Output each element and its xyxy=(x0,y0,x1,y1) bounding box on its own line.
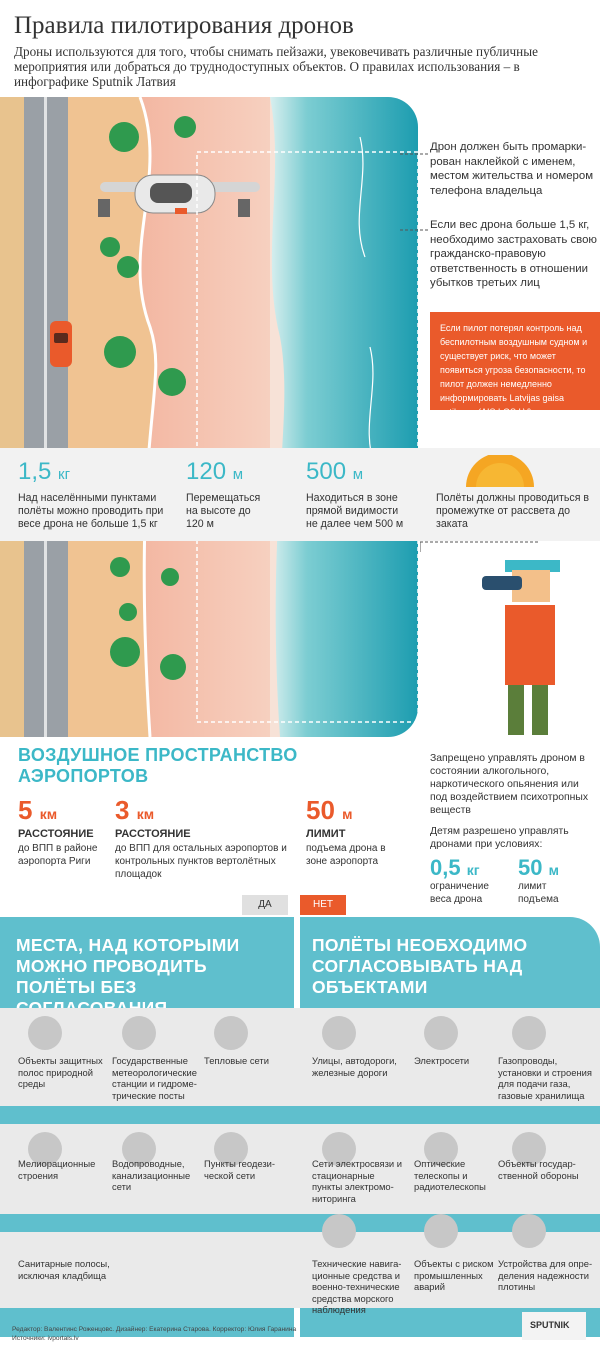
airport-other-value: 3 км xyxy=(115,795,155,825)
airport-other-caption: РАССТОЯНИЕ xyxy=(115,828,191,840)
airport-riga-value: 5 км xyxy=(18,795,58,825)
stat-height-value: 120 м xyxy=(186,458,244,485)
airport-riga-caption: РАССТОЯНИЕ xyxy=(18,828,94,840)
flag-no: НЕТ xyxy=(300,895,346,915)
kid-height-desc: лимит подъема xyxy=(518,881,559,905)
allowed-item-2: Государственные метеорологические станции и гидроме-трические посты xyxy=(112,1055,197,1101)
note-lost-control: Если пилот потерял контроль над беспилотным воздушным судном и существует риск, что может появиться угроза безопасности, то пилот должен немедленно информировать Latvijas gaisa satiksme (AIS.LGS.LV) xyxy=(430,312,600,410)
restricted-item-9: Устройства для опре-деления надежности плотины xyxy=(498,1258,593,1292)
power-line-icon xyxy=(424,1016,458,1050)
allowed-item-1: Объекты защитных полос природной среды xyxy=(18,1055,103,1089)
grid-gap-1 xyxy=(0,1106,600,1124)
flag-yes: ДА xyxy=(242,895,288,915)
airport-other-desc: до ВПП для остальных аэропортов и контрольных пунктов вертолётных площадок xyxy=(115,843,287,880)
airport-limit-value: 50 м xyxy=(306,795,353,825)
page-title: Правила пилотирования дронов xyxy=(14,12,354,39)
allowed-title: МЕСТА, НАД КОТОРЫМИ МОЖНО ПРОВОДИТЬ ПОЛЁТЫ БЕЗ xyxy=(16,935,240,997)
kid-weight-desc: ограничение веса дрона xyxy=(430,881,489,905)
airport-limit-desc: подъема дрона в зоне аэропорта xyxy=(306,843,386,867)
stat-height-desc: Перемещаться на высоте до 120 м xyxy=(186,492,261,530)
ship-icon xyxy=(322,1214,356,1248)
restricted-item-3: Газопроводы, установки и строения для подачи газа, газовые хранилища xyxy=(498,1055,592,1101)
airports-title: ВОЗДУШНОЕ ПРОСТРАНСТВО АЭРОПОРТОВ xyxy=(18,745,298,786)
stat-weight-desc: Над населёнными пунктами полёты можно проводить при весе дрона не больше 1,5 кг xyxy=(18,492,164,530)
footer-credits-line: Редактор: Валентинс Роженцовс. Дизайнер: Екатерина Старова. Корректор: Юлия Гаранина xyxy=(12,1326,297,1333)
restricted-item-4: Сети электросвязи и стационарные пункты электромо-ниторинга xyxy=(312,1158,403,1204)
pilot-icon xyxy=(420,540,595,740)
footer-credits xyxy=(12,1326,492,1343)
restricted-item-7: Технические навига-ционные средства и военно-технические средства морского наблюдения xyxy=(312,1258,402,1315)
grid-gap-2 xyxy=(0,1214,600,1232)
allowed-item-4: Мелиорационные строения xyxy=(18,1158,96,1181)
satellite-dish-icon xyxy=(122,1016,156,1050)
restricted-item-2: Электросети xyxy=(414,1055,470,1066)
airport-limit-caption: ЛИМИТ xyxy=(306,828,346,840)
allowed-item-7: Санитарные полосы, исключая кладбища xyxy=(18,1258,110,1281)
airport-riga-desc: до ВПП в районе аэропорта Риги xyxy=(18,843,98,867)
sputnik-logo: SPUTNIK xyxy=(522,1312,586,1340)
footer-sources-line: Источники: ivportals.lv xyxy=(12,1334,79,1342)
gas-tanks-icon xyxy=(512,1016,546,1050)
allowed-item-5: Водопроводные, канализационные сети xyxy=(112,1158,191,1192)
kid-height-value: 50 м xyxy=(518,855,559,880)
restricted-title: ПОЛЁТЫ НЕОБХОДИМО СОГЛАСОВЫВАТЬ НАД ОБЪЕКТАМИ xyxy=(312,935,528,997)
rule-children: Детям разрешено управлять дронами при условиях: xyxy=(430,826,569,850)
industrial-plant-icon xyxy=(424,1214,458,1248)
restricted-item-6: Объекты государ-ственной обороны xyxy=(498,1158,579,1181)
stat-daylight-desc: Полёты должны проводиться в промежутке от рассвета до заката xyxy=(436,492,590,530)
allowed-item-6: Пункты геодези-ческой сети xyxy=(204,1158,276,1181)
stat-visibility-value: 500 м xyxy=(306,458,364,485)
beach-scene xyxy=(0,97,418,737)
road-icon xyxy=(322,1016,356,1050)
dam-icon xyxy=(512,1214,546,1248)
note-insurance: Если вес дрона больше 1,5 кг, необходимо застраховать свою гражданско-правовую ответственность в отношении убытков третьих лиц xyxy=(430,219,597,289)
lead-text: Дроны используются для того, чтобы снимать пейзажи, увековечивать различные публичные мероприятия или добраться до труднодоступных объектов. О правилах использования – в инфографике Sputnik Латвия xyxy=(14,44,538,89)
note-marking: Дрон должен быть промарки-рован наклейкой с именем, местом жительства и номером телефона владельца xyxy=(430,141,594,197)
tree-icon xyxy=(28,1016,62,1050)
factory-icon xyxy=(214,1016,248,1050)
kid-weight-value: 0,5 кг xyxy=(430,855,480,880)
restricted-item-5: Оптические телескопы и радиотелескопы xyxy=(414,1158,486,1192)
stat-weight-value: 1,5 кг xyxy=(18,458,71,485)
allowed-item-3: Тепловые сети xyxy=(204,1055,269,1066)
restricted-item-1: Улицы, автодороги, железные дороги xyxy=(312,1055,397,1078)
restricted-item-8: Объекты с риском промышленных аварий xyxy=(414,1258,494,1292)
rule-alcohol: Запрещено управлять дроном в состоянии алкогольного, наркотического опьянения или под воздействием психотропных веществ xyxy=(430,753,589,816)
leader-lines xyxy=(400,150,430,280)
sunrise-icon xyxy=(462,455,538,489)
stat-visibility-desc: Находиться в зоне прямой видимости не далее чем 500 м xyxy=(306,492,404,530)
